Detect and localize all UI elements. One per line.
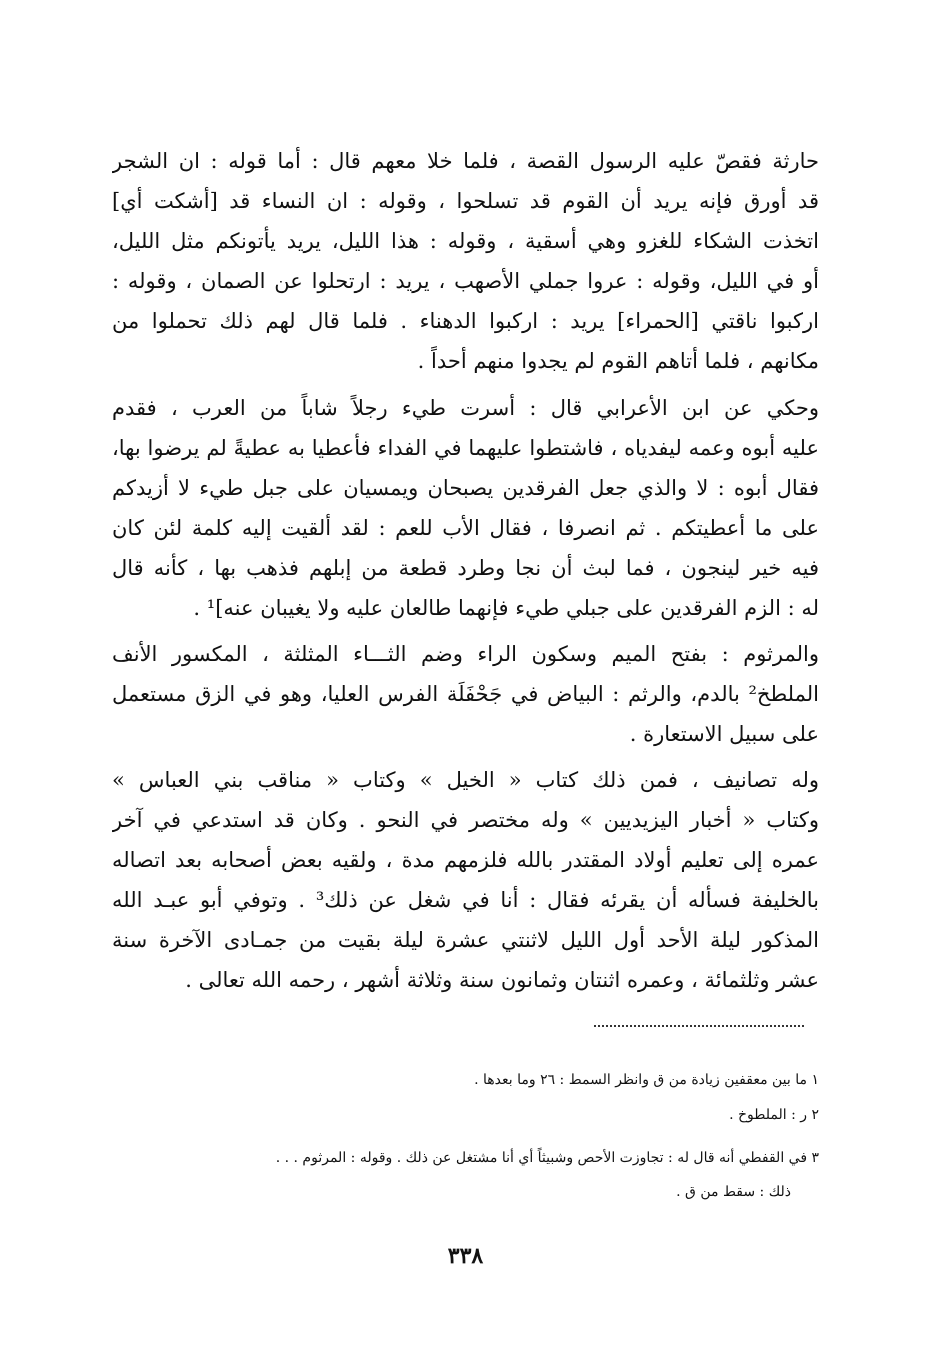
text-line: المذكور ليلة الأحد أول الليل لاثنتي عشرة ليلة بقيت من جمـادى الآخرة سنة bbox=[112, 928, 819, 952]
text-line: عشر وثلثمائة ، وعمره اثنتان وثمانون سنة وثلاثة أشهر ، رحمه الله تعالى . bbox=[185, 968, 819, 992]
page-number: ٣٣٨ bbox=[447, 1243, 484, 1269]
footnote-divider bbox=[594, 1025, 804, 1027]
text-line: الملطخ² بالدم، والرثم : البياض في جَحْفَلَة الفرس العليا، وهو في الزق مستعمل bbox=[112, 682, 819, 706]
text-line: له : الزم الفرقدين على جبلي طيء فإنهما طالعان عليه ولا يغيبان عنه]¹ . bbox=[193, 596, 819, 620]
footnote-1: ١ ما بين معقفين زيادة من ق وانظر السمط : ٢٦ وما بعدها . bbox=[474, 1072, 819, 1088]
text-line: والمرثوم : بفتح الميم وسكون الراء وضم الثـــاء المثلثة ، المكسور الأنف bbox=[112, 642, 819, 666]
text-line: فقال أبوه : لا والذي جعل الفرقدين يصبحان ويمسيان على جبل طيء لا أزيدكم bbox=[112, 476, 819, 500]
text-line: على سبيل الاستعارة . bbox=[629, 722, 819, 746]
text-line: أو في الليل، وقوله : عروا جملي الأصهب ، يريد : ارتحلوا عن الصمان ، وقوله : bbox=[112, 269, 819, 293]
text-line: فيه خير لينجون ، فما لبث أن نجا وطرد قطعة من إبلهم فذهب بها ، كأنه قال bbox=[112, 556, 819, 580]
text-line: اركبوا ناقتي [الحمراء] يريد : اركبوا الدهناء . فلما قال لهم ذلك تحملوا من bbox=[112, 309, 819, 333]
text-line: بالخليفة فسأله أن يقرئه فقال : أنا في شغل عن ذلك³ . وتوفي أبو عبـد الله bbox=[112, 888, 819, 912]
text-line: قد أورق فإنه يريد أن القوم قد تسلحوا ، وقوله : ان النساء قد [أشكت أي] bbox=[112, 189, 819, 213]
text-line: وحكي عن ابن الأعرابي قال : أسرت طيء رجلاً شاباً من العرب ، فقدم bbox=[112, 396, 819, 420]
text-line: وكتاب « أخبار اليزيديين » وله مختصر في النحو . وكان قد استدعي في آخر bbox=[112, 808, 819, 832]
text-line: وله تصانيف ، فمن ذلك كتاب « الخيل » وكتاب « مناقب بني العباس » bbox=[112, 768, 819, 792]
text-line: مكانهم ، فلما أتاهم القوم لم يجدوا منهم أحداً . bbox=[417, 349, 819, 373]
text-line: حارثة فقصّ عليه الرسول القصة ، فلما خلا معهم قال : أما قوله : ان الشجر bbox=[112, 149, 819, 173]
text-line: عليه أبوه وعمه ليفدياه ، فاشتطوا عليهما في الفداء فأعطيا به عطيةً لم يرضوا بها، bbox=[112, 436, 819, 460]
footnote-3: ٣ في القفطي أنه قال له : تجاوزت الأحص وشبيثاً أي أنا مشتغل عن ذلك . وقوله : المرثوم . . . bbox=[275, 1150, 819, 1166]
footnote-2: ٢ ر : الملطوخ . bbox=[729, 1107, 819, 1123]
text-line: على ما أعطيتكم . ثم انصرفا ، فقال الأب للعم : لقد ألقيت إليه كلمة لئن كان bbox=[112, 516, 819, 540]
footnote-3-continued: ذلك : سقط من ق . bbox=[676, 1184, 791, 1200]
text-line: عمره إلى تعليم أولاد المقتدر بالله فلزمهم مدة ، ولقيه بعض أصحابه بعد اتصاله bbox=[112, 848, 819, 872]
text-line: اتخذت الشكاء للغزو وهي أسقية ، وقوله : هذا الليل، يريد يأتونكم مثل الليل، bbox=[112, 229, 819, 253]
